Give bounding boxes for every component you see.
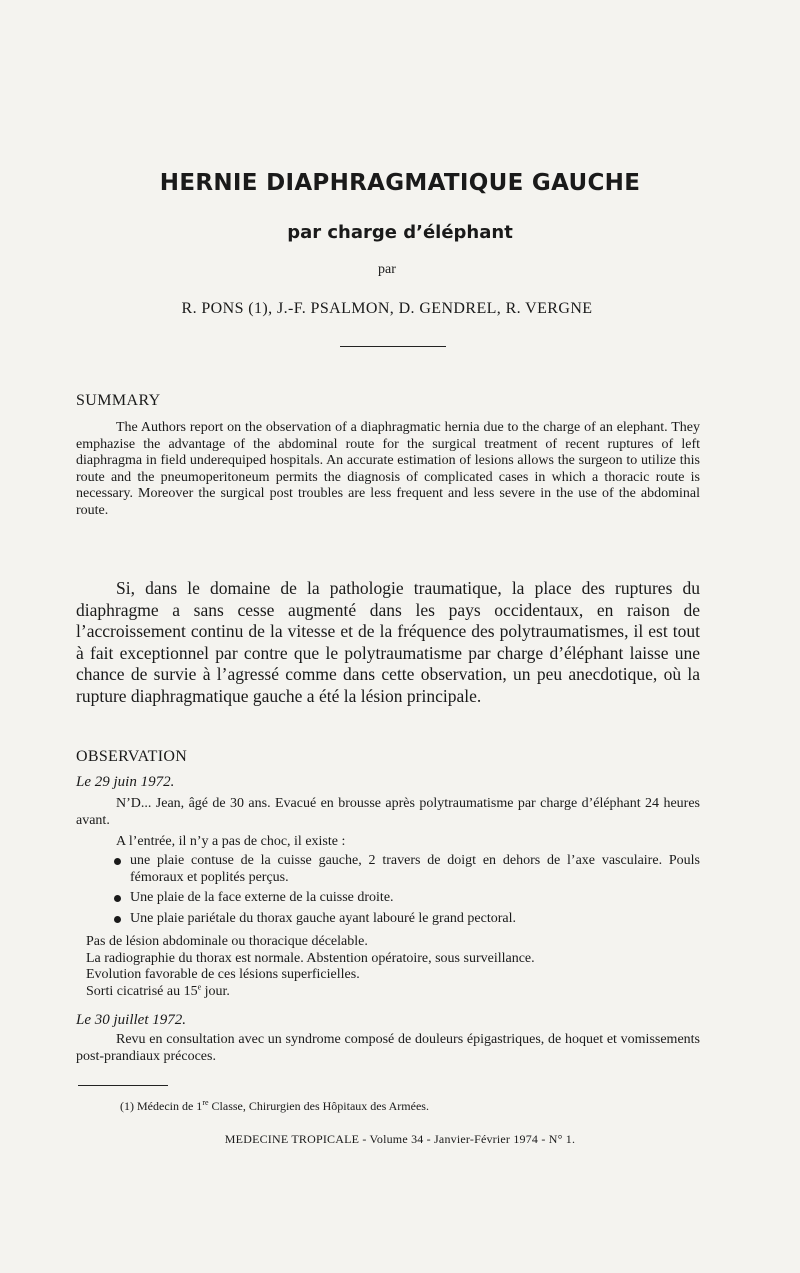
summary-heading: SUMMARY [76, 392, 161, 409]
list-item-text: Une plaie pariétale du thorax gauche ayant labouré le grand pectoral. [130, 910, 516, 926]
article-subtitle: par charge d’éléphant [287, 222, 513, 243]
bullet-icon [114, 895, 121, 902]
consultation-paragraph: Revu en consultation avec un syndrome composé de douleurs épigastriques, de hoquet et vomissements post-prandiaux précoces. [76, 1032, 700, 1064]
bullet-icon [114, 858, 121, 865]
observation-date-1: Le 29 juin 1972. [76, 774, 175, 790]
journal-footer: MEDECINE TROPICALE - Volume 34 - Janvier-Février 1974 - N° 1. [224, 1132, 576, 1146]
followup-lines [86, 934, 700, 1000]
footnote-superscript: re [202, 1098, 209, 1107]
separator-rule [340, 346, 446, 347]
healed-superscript: e [197, 981, 202, 991]
text-line: Pas de lésion abdominale ou thoracique décelable. [86, 934, 368, 949]
healed-suffix: jour. [201, 983, 230, 999]
footnote-suffix: Classe, Chirurgien des Hôpitaux des Armées. [208, 1099, 429, 1113]
intro-paragraph: Si, dans le domaine de la pathologie traumatique, la place des ruptures du diaphragme a sans cesse augmenté dans les pays occidentaux, en raison de l’accroissement continu de la vitesse et de la fréquence des polytraumatismes, il est tout à fait exceptionnel par contre que le polytraumatisme par charge d’éléphant laisse une chance de survie à l’agressé comme dans cette observation, un peu anecdotique, où la rupture diaphragmatique gauche a été la lésion principale. [76, 578, 700, 706]
footnote-rule [78, 1085, 168, 1086]
observation-date-2: Le 30 juillet 1972. [76, 1012, 186, 1028]
text-line: Evolution favorable de ces lésions superficielles. [86, 967, 360, 982]
observation-heading: OBSERVATION [76, 748, 188, 765]
list-item [114, 853, 700, 886]
list-item [114, 911, 700, 928]
article-title: HERNIE DIAPHRAGMATIQUE GAUCHE [159, 170, 641, 196]
author-list: R. PONS (1), J.-F. PSALMON, D. GENDREL, R. VERGNE [181, 300, 593, 317]
summary-text: The Authors report on the observation of a diaphragmatic hernia due to the charge of an elephant. They emphazise the advantage of the abdominal route for the surgical treatment of recent ruptures of left diaphragma in field underequiped hospitals. An accurate estimation of lesions allows the surgeon to utilize this route and the pneumoperitoneum permits the diagnosis of complicated cases in which a thoracic route is necessary. Moreover the surgical post troubles are less frequent and less severe in the use of the abdominal route. [76, 420, 700, 518]
healed-line [86, 981, 700, 1001]
text-line: La radiographie du thorax est normale. Abstention opératoire, sous surveillance. [86, 950, 535, 966]
entry-line: A l’entrée, il n’y a pas de choc, il existe : [116, 834, 346, 849]
healed-prefix: Sorti cicatrisé au 15 [86, 983, 198, 999]
by-label: par [378, 262, 396, 277]
list-item-text: une plaie contuse de la cuisse gauche, 2 travers de doigt en dehors de l’axe vasculaire. Pouls fémoraux et poplités perçus. [130, 853, 700, 885]
bullet-icon [114, 916, 121, 923]
lesion-list [114, 853, 700, 931]
list-item-text: Une plaie de la face externe de la cuisse droite. [130, 890, 394, 905]
footnote [120, 1099, 429, 1114]
patient-paragraph: N’D... Jean, âgé de 30 ans. Evacué en brousse après polytraumatisme par charge d’éléphant 24 heures avant. [76, 796, 700, 828]
footnote-prefix: (1) Médecin de 1 [120, 1099, 203, 1113]
list-item [114, 890, 700, 907]
